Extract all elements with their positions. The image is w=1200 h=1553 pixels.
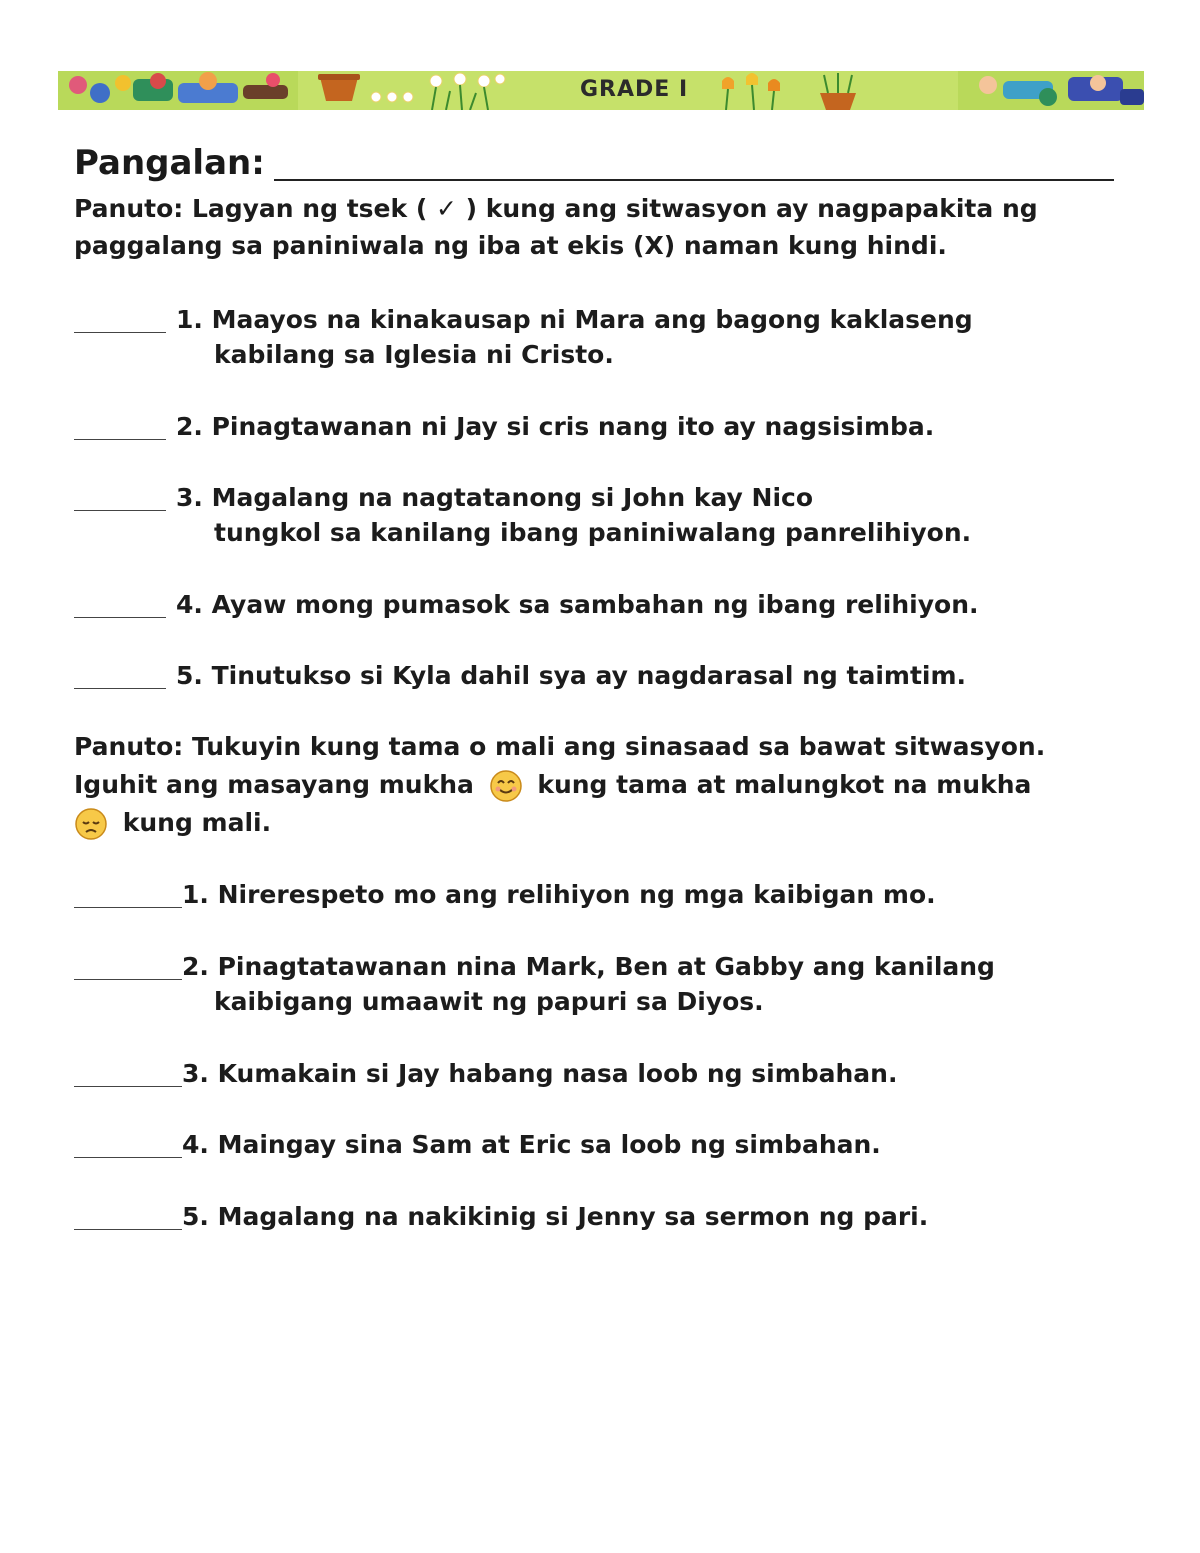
grade-label: GRADE I — [580, 77, 689, 102]
item-text-line1: 5. Tinutukso si Kyla dahil sya ay nagdarasal ng taimtim. — [176, 661, 967, 690]
answer-blank[interactable] — [74, 979, 182, 980]
item-text-line2: kaibigang umaawit ng papuri sa Diyos. — [214, 987, 764, 1016]
item-text-line1: 4. Maingay sina Sam at Eric sa loob ng simbahan. — [182, 1130, 881, 1159]
name-input-line[interactable] — [274, 179, 1114, 181]
item-text-line1: 2. Pinagtawanan ni Jay si cris nang ito ay nagsisimba. — [176, 412, 935, 441]
answer-blank[interactable] — [74, 907, 182, 908]
item-text-line1: 3. Kumakain si Jay habang nasa loob ng simbahan. — [182, 1059, 898, 1088]
answer-blank[interactable] — [74, 617, 166, 618]
name-field[interactable] — [74, 143, 1114, 185]
item-text-line2: tungkol sa kanilang ibang paniniwalang panrelihiyon. — [214, 518, 972, 547]
item-text-line1: 3. Magalang na nagtatanong si John kay Nico — [176, 483, 814, 512]
answer-blank[interactable] — [74, 332, 166, 333]
section2-instruction-line2b: kung tama at malungkot na mukha — [537, 770, 1032, 799]
item-text-line1: 4. Ayaw mong pumasok sa sambahan ng ibang relihiyon. — [176, 590, 979, 619]
happy-face-icon — [489, 769, 523, 803]
name-label: Pangalan: — [74, 143, 265, 183]
header-banner — [58, 71, 1144, 110]
section1-instruction-line1: Panuto: Lagyan ng tsek ( ✓ ) kung ang sitwasyon ay nagpapakita ng — [74, 194, 1038, 223]
answer-blank[interactable] — [74, 1229, 182, 1230]
section2-instruction — [74, 728, 1134, 842]
answer-blank[interactable] — [74, 510, 166, 511]
item-text-line1: 1. Nirerespeto mo ang relihiyon ng mga kaibigan mo. — [182, 880, 936, 909]
answer-blank[interactable] — [74, 1157, 182, 1158]
item-text-line1: 1. Maayos na kinakausap ni Mara ang bagong kaklaseng — [176, 305, 973, 334]
item-text-line1: 2. Pinagtatawanan nina Mark, Ben at Gabby ang kanilang — [182, 952, 995, 981]
answer-blank[interactable] — [74, 688, 166, 689]
item-text-line1: 5. Magalang na nakikinig si Jenny sa sermon ng pari. — [182, 1202, 929, 1231]
answer-blank[interactable] — [74, 1086, 182, 1087]
sad-face-icon — [74, 807, 108, 841]
section2-instruction-line2a: Iguhit ang masayang mukha — [74, 770, 474, 799]
section1-instruction — [74, 190, 1134, 264]
section2-instruction-line1: Panuto: Tukuyin kung tama o mali ang sinasaad sa bawat sitwasyon. — [74, 732, 1046, 761]
item-text-line2: kabilang sa Iglesia ni Cristo. — [214, 340, 614, 369]
answer-blank[interactable] — [74, 439, 166, 440]
section1-instruction-line2: paggalang sa paniniwala ng iba at ekis (X) naman kung hindi. — [74, 231, 947, 260]
section2-instruction-line3: kung mali. — [122, 808, 272, 837]
